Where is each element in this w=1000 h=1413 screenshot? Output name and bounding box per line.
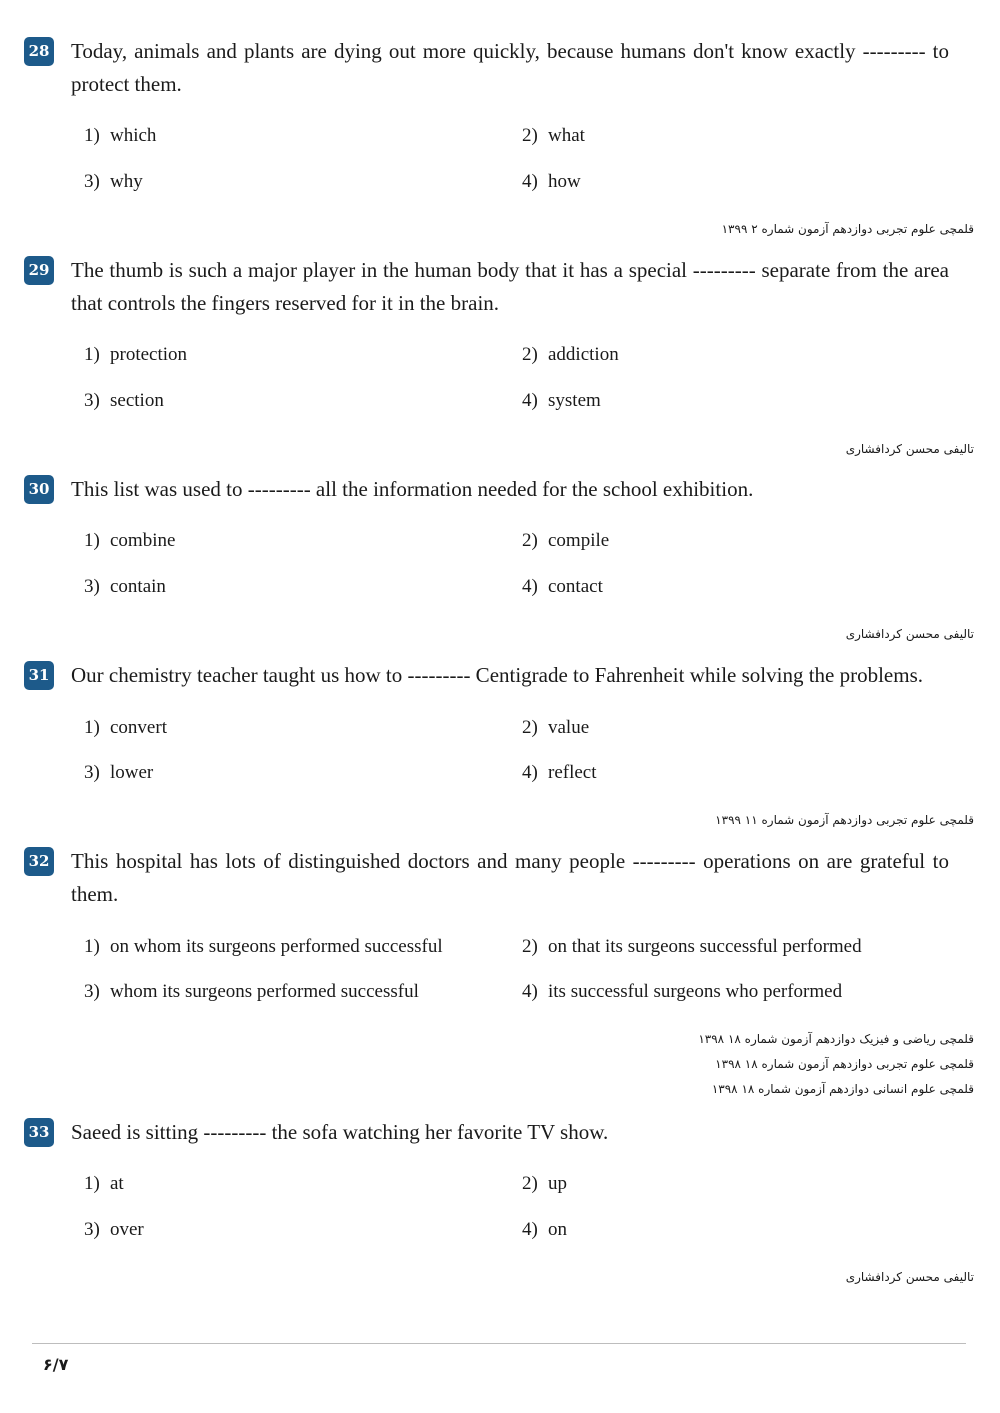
option-number: 2) [522,125,538,146]
question-text: Today, animals and plants are dying out more quickly, because humans don't know exactly --------- to protect them. [71,39,949,96]
option-text: on whom its surgeons performed successful [110,936,443,957]
option-3[interactable] [84,575,166,599]
option-text: convert [110,717,167,738]
option-number: 3) [84,981,100,1002]
question-source [722,217,974,242]
option-text: on [548,1219,567,1240]
option-2[interactable] [522,716,589,740]
option-number: 2) [522,717,538,738]
option-2[interactable] [522,935,862,959]
option-number: 1) [84,1173,100,1194]
option-text: value [548,717,590,738]
option-2[interactable] [522,343,619,367]
source-line: قلمچی ریاضی و فیزیک دوازدهم آزمون شماره ۱۸ ۱۳۹۸ [698,1032,974,1046]
source-line: قلمچی علوم انسانی دوازدهم آزمون شماره ۱۸ ۱۳۹۸ [711,1082,974,1096]
option-text: whom its surgeons performed successful [110,981,419,1002]
option-number: 2) [522,344,538,365]
question-text: This hospital has lots of distinguished doctors and many people --------- operations on are grateful to them. [71,849,949,906]
option-4[interactable] [522,170,581,194]
question-number-badge: 31 [24,661,54,690]
option-text: protection [110,344,188,365]
option-number: 3) [84,762,100,783]
option-3[interactable] [84,389,164,413]
option-number: 4) [522,762,538,783]
source-line: تالیفی محسن کردافشاری [845,1270,974,1284]
question-text: The thumb is such a major player in the human body that it has a special --------- separate from the area that controls the fingers reserved for it in the brain. [71,258,949,315]
source-line: قلمچی علوم تجربی دوازدهم آزمون شماره ۲ ۱۳۹۹ [721,222,974,236]
source-line: تالیفی محسن کردافشاری [845,442,974,456]
option-number: 4) [522,981,538,1002]
question-number-badge: 32 [24,847,54,876]
source-line: قلمچی علوم تجربی دوازدهم آزمون شماره ۱۱ ۱۳۹۹ [715,813,974,827]
option-1[interactable] [84,935,443,959]
option-2[interactable] [522,529,609,553]
option-1[interactable] [84,124,156,148]
option-number: 3) [84,576,100,597]
option-1[interactable] [84,1172,124,1196]
question-source [846,622,974,647]
option-text: addiction [548,344,619,365]
option-number: 3) [84,390,100,411]
option-text: system [548,390,601,411]
option-1[interactable] [84,716,167,740]
option-number: 4) [522,390,538,411]
option-text: contain [110,576,166,597]
option-number: 1) [84,936,100,957]
question-text: Saeed is sitting --------- the sofa watching her favorite TV show. [71,1120,609,1144]
option-number: 3) [84,171,100,192]
option-4[interactable] [522,980,842,1004]
option-number: 2) [522,530,538,551]
option-3[interactable] [84,761,153,785]
source-line: قلمچی علوم تجربی دوازدهم آزمون شماره ۱۸ ۱۳۹۸ [715,1057,974,1071]
option-1[interactable] [84,529,175,553]
option-text: which [110,125,157,146]
option-number: 4) [522,1219,538,1240]
source-line: تالیفی محسن کردافشاری [845,627,974,641]
option-1[interactable] [84,343,187,367]
option-number: 1) [84,125,100,146]
option-4[interactable] [522,389,601,413]
option-number: 1) [84,717,100,738]
option-3[interactable] [84,170,143,194]
option-text: combine [110,530,176,551]
option-4[interactable] [522,1218,567,1242]
option-text: why [110,171,143,192]
option-text: compile [548,530,610,551]
question-source [846,437,974,462]
option-text: on that its surgeons successful performed [548,936,862,957]
option-text: its successful surgeons who performed [548,981,843,1002]
option-number: 4) [522,171,538,192]
option-3[interactable] [84,1218,144,1242]
question-source [846,1265,974,1290]
option-text: contact [548,576,603,597]
option-2[interactable] [522,124,585,148]
option-text: reflect [548,762,597,783]
option-number: 1) [84,344,100,365]
option-text: lower [110,762,154,783]
option-text: up [548,1173,567,1194]
option-text: at [110,1173,124,1194]
option-number: 3) [84,1219,100,1240]
option-4[interactable] [522,761,597,785]
question-number-badge: 28 [24,37,54,66]
option-text: what [548,125,585,146]
option-text: section [110,390,164,411]
option-4[interactable] [522,575,603,599]
question-number-badge: 30 [24,475,54,504]
option-number: 1) [84,530,100,551]
footer-divider [32,1343,966,1344]
option-number: 2) [522,1173,538,1194]
question-source [715,808,974,833]
question-text: This list was used to --------- all the information needed for the school exhibition. [71,477,754,501]
option-number: 4) [522,576,538,597]
question-text: Our chemistry teacher taught us how to --------- Centigrade to Fahrenheit while solving the problems. [71,663,924,687]
question-source [698,1027,974,1102]
option-text: over [110,1219,144,1240]
question-number-badge: 29 [24,256,54,285]
option-number: 2) [522,936,538,957]
option-text: how [548,171,581,192]
page-number: ۶/۷ [43,1355,69,1374]
option-3[interactable] [84,980,419,1004]
option-2[interactable] [522,1172,567,1196]
question-number-badge: 33 [24,1118,54,1147]
